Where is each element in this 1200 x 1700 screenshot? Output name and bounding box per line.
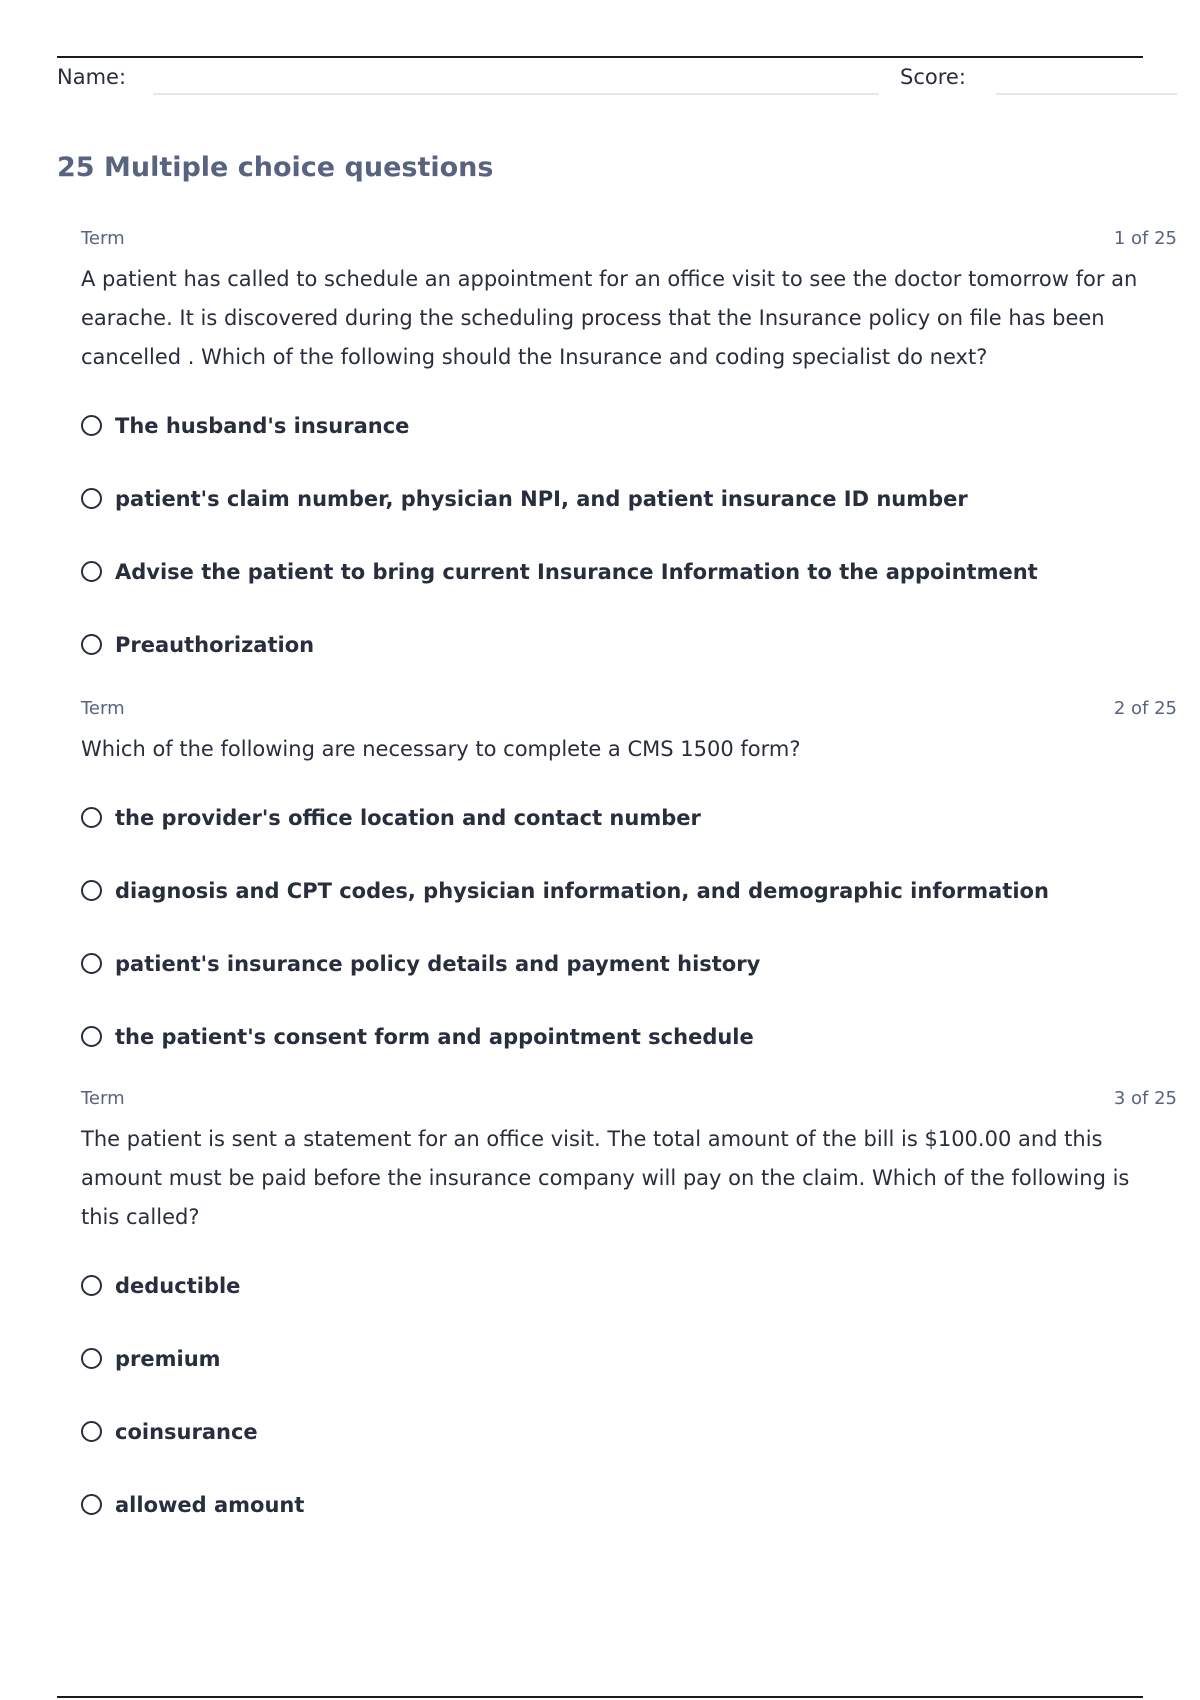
- answer-option[interactable]: [81, 462, 1177, 535]
- radio-circle-icon[interactable]: [81, 1494, 102, 1515]
- answer-label: patient's claim number, physician NPI, and patient insurance ID number: [115, 486, 968, 511]
- radio-circle-icon[interactable]: [81, 1275, 102, 1296]
- radio-circle-icon[interactable]: [81, 634, 102, 655]
- answer-label: the provider's office location and contact number: [115, 805, 701, 830]
- term-label: Term: [81, 698, 125, 719]
- answer-option[interactable]: [81, 781, 1177, 854]
- term-label: Term: [81, 1088, 125, 1109]
- radio-circle-icon[interactable]: [81, 953, 102, 974]
- question-text: Which of the following are necessary to complete a CMS 1500 form?: [81, 737, 801, 761]
- name-label: Name:: [57, 65, 127, 89]
- answer-option[interactable]: [81, 535, 1177, 608]
- answer-option[interactable]: [81, 389, 1177, 462]
- answer-label: the patient's consent form and appointment schedule: [115, 1024, 754, 1049]
- radio-circle-icon[interactable]: [81, 1421, 102, 1442]
- question-header: [81, 224, 1177, 254]
- bottom-divider: [57, 1696, 1143, 1698]
- answer-option[interactable]: [81, 1468, 1177, 1541]
- radio-circle-icon[interactable]: [81, 880, 102, 901]
- question-counter: 1 of 25: [1113, 228, 1177, 249]
- answer-option[interactable]: [81, 927, 1177, 1000]
- answer-options: [81, 1249, 1177, 1541]
- question-header: [81, 694, 1177, 724]
- answer-option[interactable]: [81, 1249, 1177, 1322]
- answer-label: deductible: [115, 1273, 241, 1298]
- answer-label: coinsurance: [115, 1419, 258, 1444]
- name-field[interactable]: [153, 93, 879, 95]
- worksheet-header: [57, 62, 1177, 102]
- question-text: The patient is sent a statement for an office visit. The total amount of the bill is $100.00 and this amount must be paid before the insurance company will pay on the claim. Which of the following is this called?: [81, 1127, 1130, 1229]
- radio-circle-icon[interactable]: [81, 1026, 102, 1047]
- answer-option[interactable]: [81, 1322, 1177, 1395]
- answer-option[interactable]: [81, 854, 1177, 927]
- question-card: [81, 694, 1177, 1073]
- radio-circle-icon[interactable]: [81, 488, 102, 509]
- radio-circle-icon[interactable]: [81, 561, 102, 582]
- answer-label: allowed amount: [115, 1492, 305, 1517]
- top-divider: [57, 56, 1143, 58]
- term-label: Term: [81, 228, 125, 249]
- answer-label: patient's insurance policy details and payment history: [115, 951, 761, 976]
- answer-label: diagnosis and CPT codes, physician information, and demographic information: [115, 878, 1049, 903]
- answer-label: Advise the patient to bring current Insurance Information to the appointment: [115, 559, 1038, 584]
- answer-label: Preauthorization: [115, 632, 315, 657]
- answer-label: The husband's insurance: [115, 413, 410, 438]
- radio-circle-icon[interactable]: [81, 807, 102, 828]
- score-label: Score:: [900, 65, 966, 89]
- answer-option[interactable]: [81, 1395, 1177, 1468]
- answer-options: [81, 781, 1177, 1073]
- score-field[interactable]: [996, 93, 1177, 95]
- answer-options: [81, 389, 1177, 681]
- question-counter: 3 of 25: [1113, 1088, 1177, 1109]
- answer-label: premium: [115, 1346, 221, 1371]
- question-card: [81, 1084, 1177, 1541]
- question-text: A patient has called to schedule an appointment for an office visit to see the doctor tomorrow for an earache. It is discovered during the scheduling process that the Insurance policy on file has been cancelled . Which of the following should the Insurance and coding specialist do next?: [81, 267, 1138, 369]
- page-title: 25 Multiple choice questions: [57, 152, 494, 183]
- radio-circle-icon[interactable]: [81, 415, 102, 436]
- question-header: [81, 1084, 1177, 1114]
- question-card: [81, 224, 1177, 681]
- answer-option[interactable]: [81, 1000, 1177, 1073]
- question-counter: 2 of 25: [1113, 698, 1177, 719]
- radio-circle-icon[interactable]: [81, 1348, 102, 1369]
- answer-option[interactable]: [81, 608, 1177, 681]
